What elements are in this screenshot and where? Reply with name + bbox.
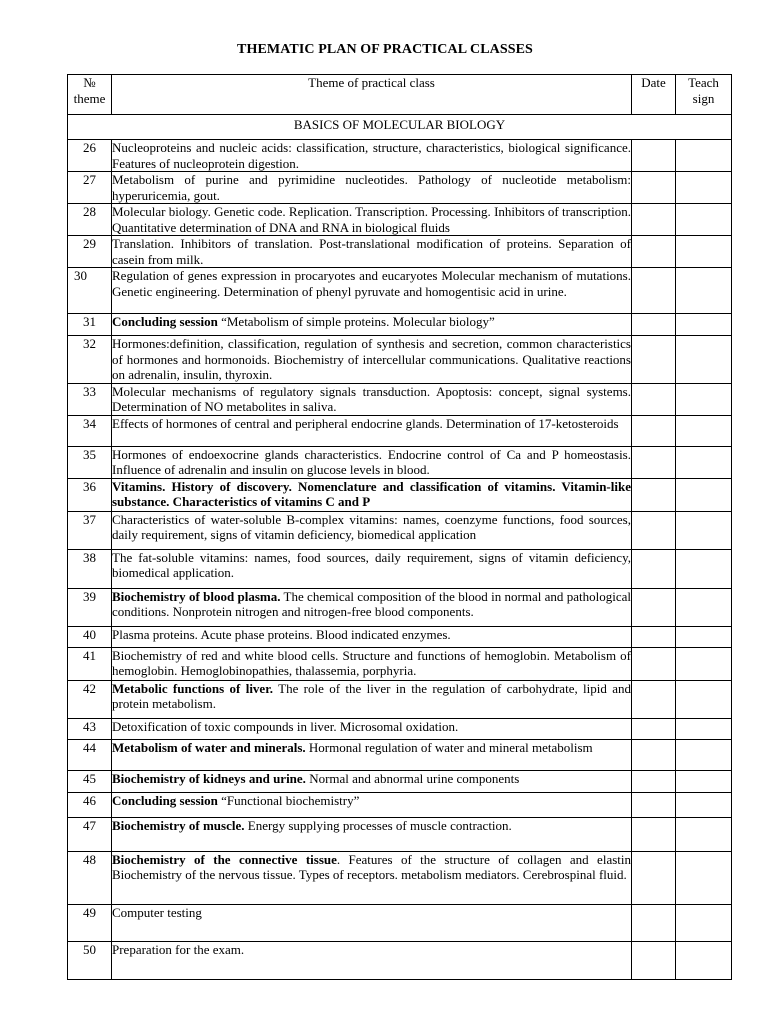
- theme-description: [112, 511, 632, 549]
- table-row: [68, 718, 732, 739]
- teacher-sign-cell: [676, 588, 732, 626]
- theme-bold-part: Biochemistry of blood plasma.: [112, 588, 281, 604]
- teacher-sign-cell: [676, 941, 732, 979]
- theme-text: Molecular biology. Genetic code. Replication. Transcription. Processing. Inhibitors of transcription. Quantitative determination of DNA and RNA in biological fluids: [112, 204, 631, 235]
- theme-description: [112, 314, 632, 336]
- theme-description: [112, 268, 632, 314]
- theme-number: 45: [68, 770, 112, 792]
- theme-description: [112, 383, 632, 415]
- teacher-sign-cell: [676, 647, 732, 680]
- theme-number: 38: [68, 549, 112, 588]
- theme-number: 35: [68, 446, 112, 478]
- theme-number: 46: [68, 792, 112, 817]
- date-cell: [632, 680, 676, 718]
- teacher-sign-cell: [676, 415, 732, 446]
- table-row: [68, 817, 732, 851]
- teacher-sign-cell: [676, 478, 732, 511]
- teacher-sign-cell: [676, 446, 732, 478]
- table-row: [68, 511, 732, 549]
- table-row: [68, 314, 732, 336]
- table-row: [68, 383, 732, 415]
- teacher-sign-cell: [676, 851, 732, 904]
- theme-number: 33: [68, 383, 112, 415]
- theme-description: [112, 446, 632, 478]
- header-teacher-sign: [676, 75, 732, 115]
- theme-description: [112, 588, 632, 626]
- header-num-label: theme: [73, 90, 106, 106]
- table-row: [68, 236, 732, 268]
- theme-bold-part: Metabolic functions of liver.: [112, 680, 274, 696]
- table-row: [68, 904, 732, 941]
- theme-text: Normal and abnormal urine components: [305, 770, 520, 786]
- theme-text: Plasma proteins. Acute phase proteins. Blood indicated enzymes.: [112, 626, 451, 642]
- table-row: [68, 851, 732, 904]
- teacher-sign-cell: [676, 204, 732, 236]
- theme-number: 30: [68, 268, 112, 314]
- table-row: [68, 647, 732, 680]
- date-cell: [632, 383, 676, 415]
- table-row: [68, 770, 732, 792]
- date-cell: [632, 792, 676, 817]
- theme-text: Metabolism of purine and pyrimidine nucleotides. Pathology of nucleotide metabolism: hyperuricemia, gout.: [112, 172, 631, 203]
- table-row: [68, 549, 732, 588]
- table-row: [68, 336, 732, 384]
- theme-description: [112, 680, 632, 718]
- table-row: [68, 415, 732, 446]
- header-theme: Theme of practical class: [112, 75, 632, 115]
- teacher-sign-cell: [676, 680, 732, 718]
- theme-text: Hormones of endoexocrine glands characteristics. Endocrine control of Ca and P homeostasis. Influence of adrenalin and insulin on glucose levels in blood.: [112, 446, 631, 477]
- date-cell: [632, 904, 676, 941]
- theme-number: 32: [68, 336, 112, 384]
- date-cell: [632, 626, 676, 647]
- page-title: THEMATIC PLAN OF PRACTICAL CLASSES: [237, 42, 533, 57]
- theme-number: 48: [68, 851, 112, 904]
- theme-text: Energy supplying processes of muscle contraction.: [244, 817, 512, 833]
- table-row: [68, 478, 732, 511]
- teacher-sign-cell: [676, 236, 732, 268]
- theme-number: 50: [68, 941, 112, 979]
- theme-text: Molecular mechanisms of regulatory signals transduction. Apoptosis: concept, signal systems. Determination of NO metabolites in saliva.: [112, 383, 631, 414]
- date-cell: [632, 851, 676, 904]
- date-cell: [632, 140, 676, 172]
- theme-number: 44: [68, 739, 112, 770]
- table-row: [68, 172, 732, 204]
- theme-description: [112, 415, 632, 446]
- date-cell: [632, 415, 676, 446]
- theme-text: Detoxification of toxic compounds in liver. Microsomal oxidation.: [112, 718, 459, 734]
- table-row: [68, 140, 732, 172]
- table-row: [68, 204, 732, 236]
- date-cell: [632, 647, 676, 680]
- teacher-sign-cell: [676, 314, 732, 336]
- theme-description: [112, 236, 632, 268]
- theme-text: Hormonal regulation of water and mineral metabolism: [305, 739, 593, 755]
- theme-text: Hormones:definition, classification, regulation of synthesis and secretion, common characteristics of hormones and hormonoids. Biochemistry of intercellular communications. Qualitative reactions on adrenalin, insulin, thyroxin.: [112, 336, 631, 382]
- theme-number: 31: [68, 314, 112, 336]
- theme-text: Computer testing: [112, 904, 202, 920]
- teacher-sign-cell: [676, 140, 732, 172]
- theme-description: [112, 336, 632, 384]
- date-cell: [632, 588, 676, 626]
- theme-text: The role of the liver in the regulation of carbohydrate, lipid and protein metabolism.: [112, 680, 631, 711]
- table-body: [68, 115, 732, 980]
- teacher-sign-cell: [676, 336, 732, 384]
- theme-text: Preparation for the exam.: [112, 941, 245, 957]
- theme-text: Effects of hormones of central and peripheral endocrine glands. Determination of 17-ketosteroids: [112, 415, 619, 431]
- theme-bold-part: Concluding session: [112, 792, 218, 808]
- thematic-plan-table: [67, 74, 732, 980]
- theme-number: 49: [68, 904, 112, 941]
- date-cell: [632, 770, 676, 792]
- theme-number: 26: [68, 140, 112, 172]
- date-cell: [632, 204, 676, 236]
- theme-bold-part: Biochemistry of muscle.: [112, 817, 245, 833]
- theme-description: [112, 904, 632, 941]
- theme-text: “Functional biochemistry”: [217, 792, 360, 808]
- theme-description: [112, 792, 632, 817]
- section-title: BASICS OF MOLECULAR BIOLOGY: [68, 115, 732, 140]
- teacher-sign-cell: [676, 770, 732, 792]
- date-cell: [632, 817, 676, 851]
- table-row: [68, 680, 732, 718]
- date-cell: [632, 739, 676, 770]
- date-cell: [632, 446, 676, 478]
- theme-bold-part: Concluding session: [112, 314, 218, 329]
- theme-number: 28: [68, 204, 112, 236]
- theme-text: . Features of the structure of collagen and elastin Biochemistry of the nervous tissue. Types of receptors. metabolism mediators. Cerebrospinal fluid.: [112, 851, 631, 882]
- theme-text: Nucleoproteins and nucleic acids: classification, structure, characteristics, biological significance. Features of nucleoprotein digestion.: [112, 140, 631, 171]
- table-row: [68, 792, 732, 817]
- theme-description: [112, 140, 632, 172]
- theme-number: 43: [68, 718, 112, 739]
- teacher-sign-cell: [676, 268, 732, 314]
- teacher-sign-cell: [676, 172, 732, 204]
- header-sign-line2: sign: [692, 90, 715, 106]
- theme-description: [112, 941, 632, 979]
- teacher-sign-cell: [676, 626, 732, 647]
- date-cell: [632, 511, 676, 549]
- teacher-sign-cell: [676, 511, 732, 549]
- header-sign-line1: Teach: [688, 75, 719, 90]
- theme-bold-part: Metabolism of water and minerals.: [112, 739, 306, 755]
- table-row: [68, 588, 732, 626]
- theme-number: 47: [68, 817, 112, 851]
- theme-text: Translation. Inhibitors of translation. Post-translational modification of proteins. Separation of casein from milk.: [112, 236, 631, 267]
- date-cell: [632, 172, 676, 204]
- theme-number: 39: [68, 588, 112, 626]
- teacher-sign-cell: [676, 739, 732, 770]
- theme-number: 40: [68, 626, 112, 647]
- theme-description: [112, 478, 632, 511]
- theme-number: 42: [68, 680, 112, 718]
- date-cell: [632, 549, 676, 588]
- theme-number: 36: [68, 478, 112, 511]
- header-num-symbol: №: [83, 75, 96, 90]
- header-row: [68, 75, 732, 115]
- date-cell: [632, 314, 676, 336]
- date-cell: [632, 718, 676, 739]
- theme-description: [112, 817, 632, 851]
- theme-number: 37: [68, 511, 112, 549]
- teacher-sign-cell: [676, 817, 732, 851]
- teacher-sign-cell: [676, 792, 732, 817]
- theme-bold-part: Vitamins. History of discovery. Nomenclature and classification of vitamins. Vitamin-like substance. Characteristics of vitamins C and P: [112, 478, 631, 509]
- theme-description: [112, 549, 632, 588]
- theme-text: The fat-soluble vitamins: names, food sources, daily requirement, signs of vitamin deficiency, biomedical application.: [112, 549, 631, 580]
- theme-number: 41: [68, 647, 112, 680]
- teacher-sign-cell: [676, 383, 732, 415]
- theme-number: 34: [68, 415, 112, 446]
- section-row: [68, 115, 732, 140]
- theme-number: 29: [68, 236, 112, 268]
- theme-number: 27: [68, 172, 112, 204]
- date-cell: [632, 236, 676, 268]
- teacher-sign-cell: [676, 549, 732, 588]
- theme-description: [112, 647, 632, 680]
- header-date: Date: [632, 75, 676, 115]
- theme-text: “Metabolism of simple proteins. Molecular biology”: [217, 314, 495, 329]
- theme-description: [112, 770, 632, 792]
- table-row: [68, 739, 732, 770]
- date-cell: [632, 478, 676, 511]
- theme-text: The chemical composition of the blood in normal and pathological conditions. Nonprotein nitrogen and nitrogen-free blood components.: [112, 588, 631, 619]
- theme-text: Characteristics of water-soluble B-complex vitamins: names, coenzyme functions, food sources, daily requirement, signs of vitamin deficiency, biomedical application: [112, 511, 631, 542]
- theme-text: Regulation of genes expression in procaryotes and eucaryotes Molecular mechanism of mutations. Genetic engineering. Determination of phenyl pyruvate and homogentisic acid in urine.: [112, 268, 631, 299]
- theme-description: [112, 172, 632, 204]
- date-cell: [632, 268, 676, 314]
- table-row: [68, 941, 732, 979]
- table-row: [68, 626, 732, 647]
- theme-description: [112, 851, 632, 904]
- header-theme-number: [68, 75, 112, 115]
- teacher-sign-cell: [676, 904, 732, 941]
- theme-description: [112, 626, 632, 647]
- theme-description: [112, 739, 632, 770]
- theme-text: Biochemistry of red and white blood cells. Structure and functions of hemoglobin. Metabolism of hemoglobin. Hemoglobinopathies, thalassemia, porphyria.: [112, 647, 631, 678]
- theme-description: [112, 204, 632, 236]
- table-row: [68, 446, 732, 478]
- theme-bold-part: Biochemistry of kidneys and urine.: [112, 770, 306, 786]
- date-cell: [632, 336, 676, 384]
- theme-description: [112, 718, 632, 739]
- table-row: [68, 268, 732, 314]
- teacher-sign-cell: [676, 718, 732, 739]
- theme-bold-part: Biochemistry of the connective tissue: [112, 851, 337, 867]
- date-cell: [632, 941, 676, 979]
